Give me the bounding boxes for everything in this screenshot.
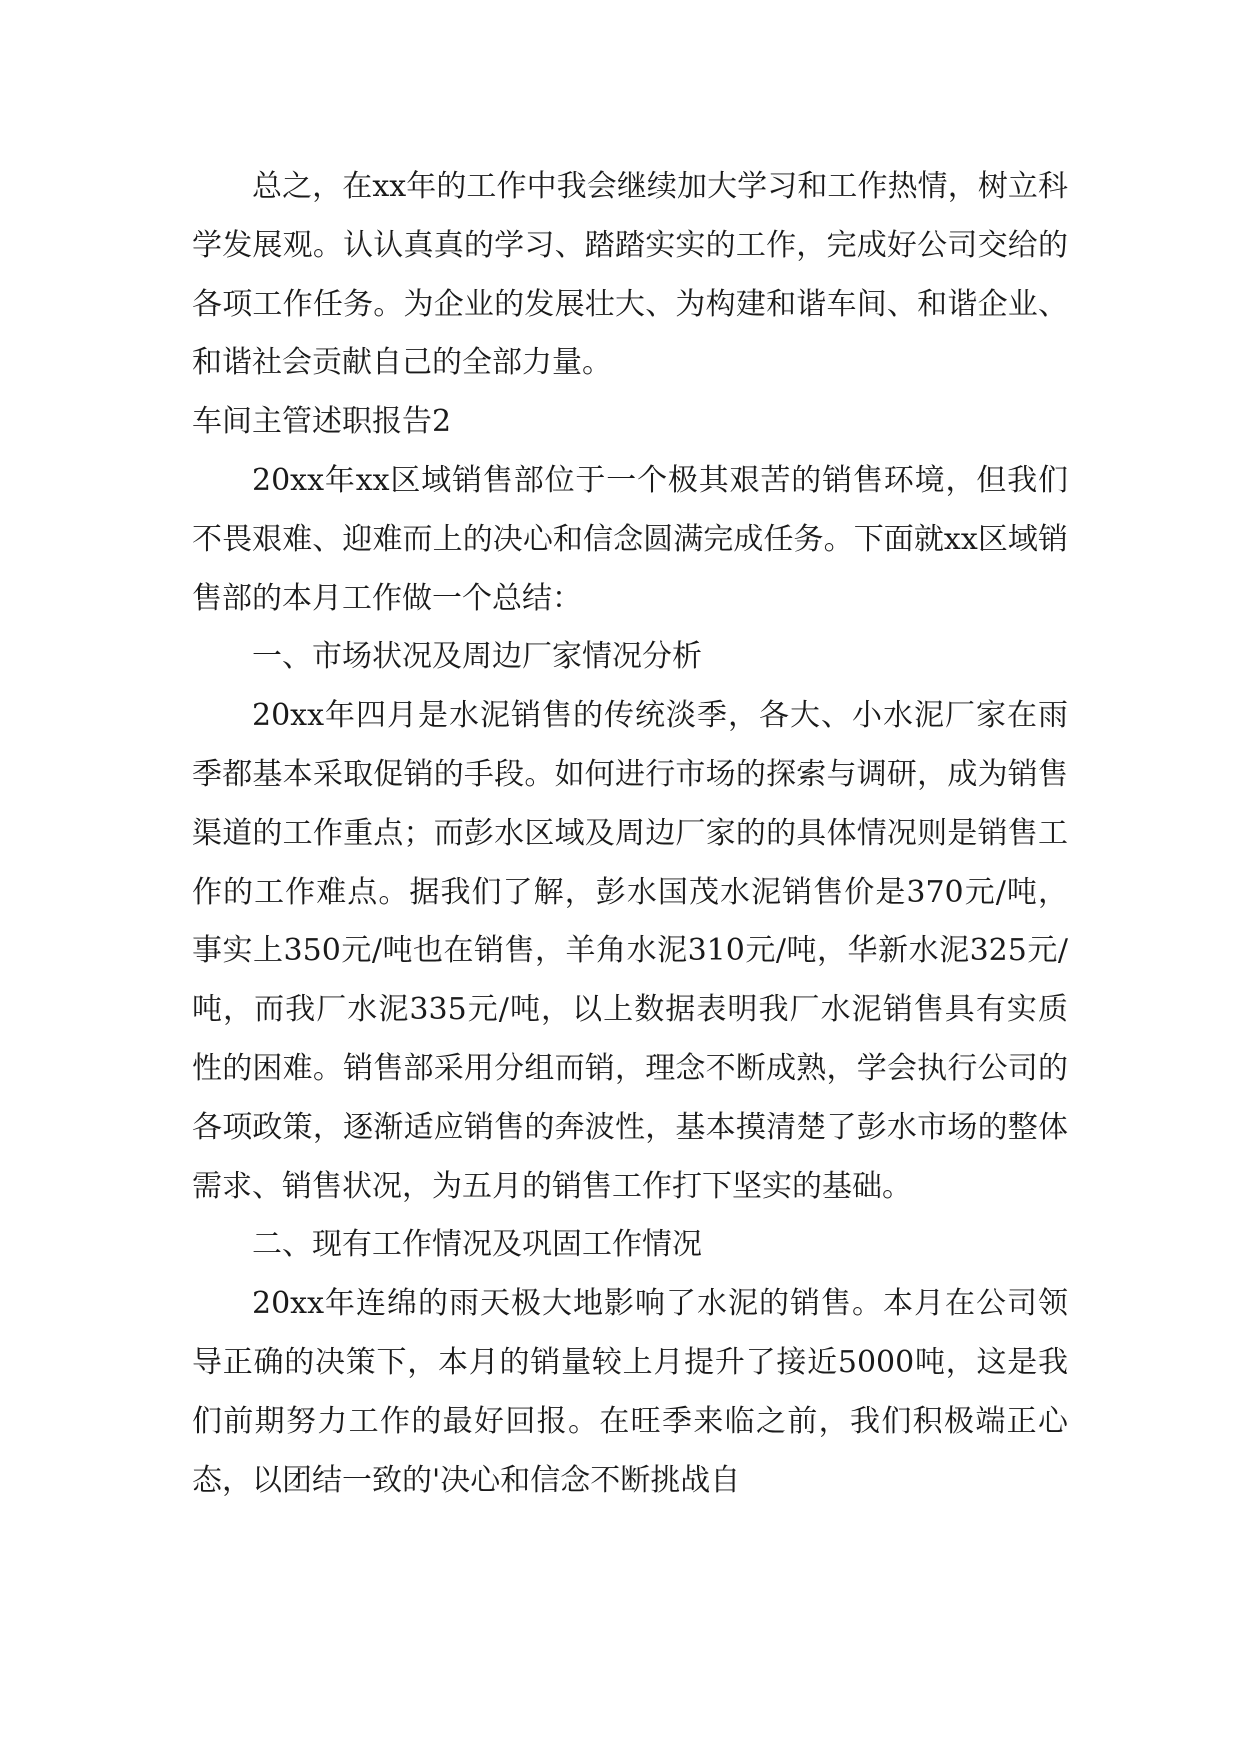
paragraph-current-work: 20xx年连绵的雨天极大地影响了水泥的销售。本月在公司领导正确的决策下，本月的销量较上月提升了接近5000吨，这是我们前期努力工作的最好回报。在旺季来临之前，我们积极端正心态，以团结一致的'决心和信念不断挑战自	[192, 1286, 1068, 1498]
section-heading-market: 一、市场状况及周边厂家情况分析	[252, 639, 702, 675]
section-heading-current-work: 二、现有工作情况及巩固工作情况	[252, 1227, 702, 1263]
document-body	[192, 158, 1068, 1510]
paragraph-intro: 20xx年xx区域销售部位于一个极其艰苦的销售环境，但我们不畏艰难、迎难而上的决心和信念圆满完成任务。下面就xx区域销售部的本月工作做一个总结：	[192, 462, 1068, 616]
paragraph-conclusion: 总之，在xx年的工作中我会继续加大学习和工作热情，树立科学发展观。认认真真的学习、踏踏实实的工作，完成好公司交给的各项工作任务。为企业的发展壮大、为构建和谐车间、和谐企业、和谐社会贡献自己的全部力量。	[192, 169, 1068, 381]
paragraph-market-analysis: 20xx年四月是水泥销售的传统淡季，各大、小水泥厂家在雨季都基本采取促销的手段。如何进行市场的探索与调研，成为销售渠道的工作重点；而彭水区域及周边厂家的的具体情况则是销售工作的工作难点。据我们了解，彭水国茂水泥销售价是370元/吨，事实上350元/吨也在销售，羊角水泥310元/吨，华新水泥325元/吨，而我厂水泥335元/吨，以上数据表明我厂水泥销售具有实质性的困难。销售部采用分组而销，理念不断成熟，学会执行公司的各项政策，逐渐适应销售的奔波性，基本摸清楚了彭水市场的整体需求、销售状况，为五月的销售工作打下坚实的基础。	[192, 698, 1068, 1204]
report-title: 车间主管述职报告2	[192, 404, 452, 440]
